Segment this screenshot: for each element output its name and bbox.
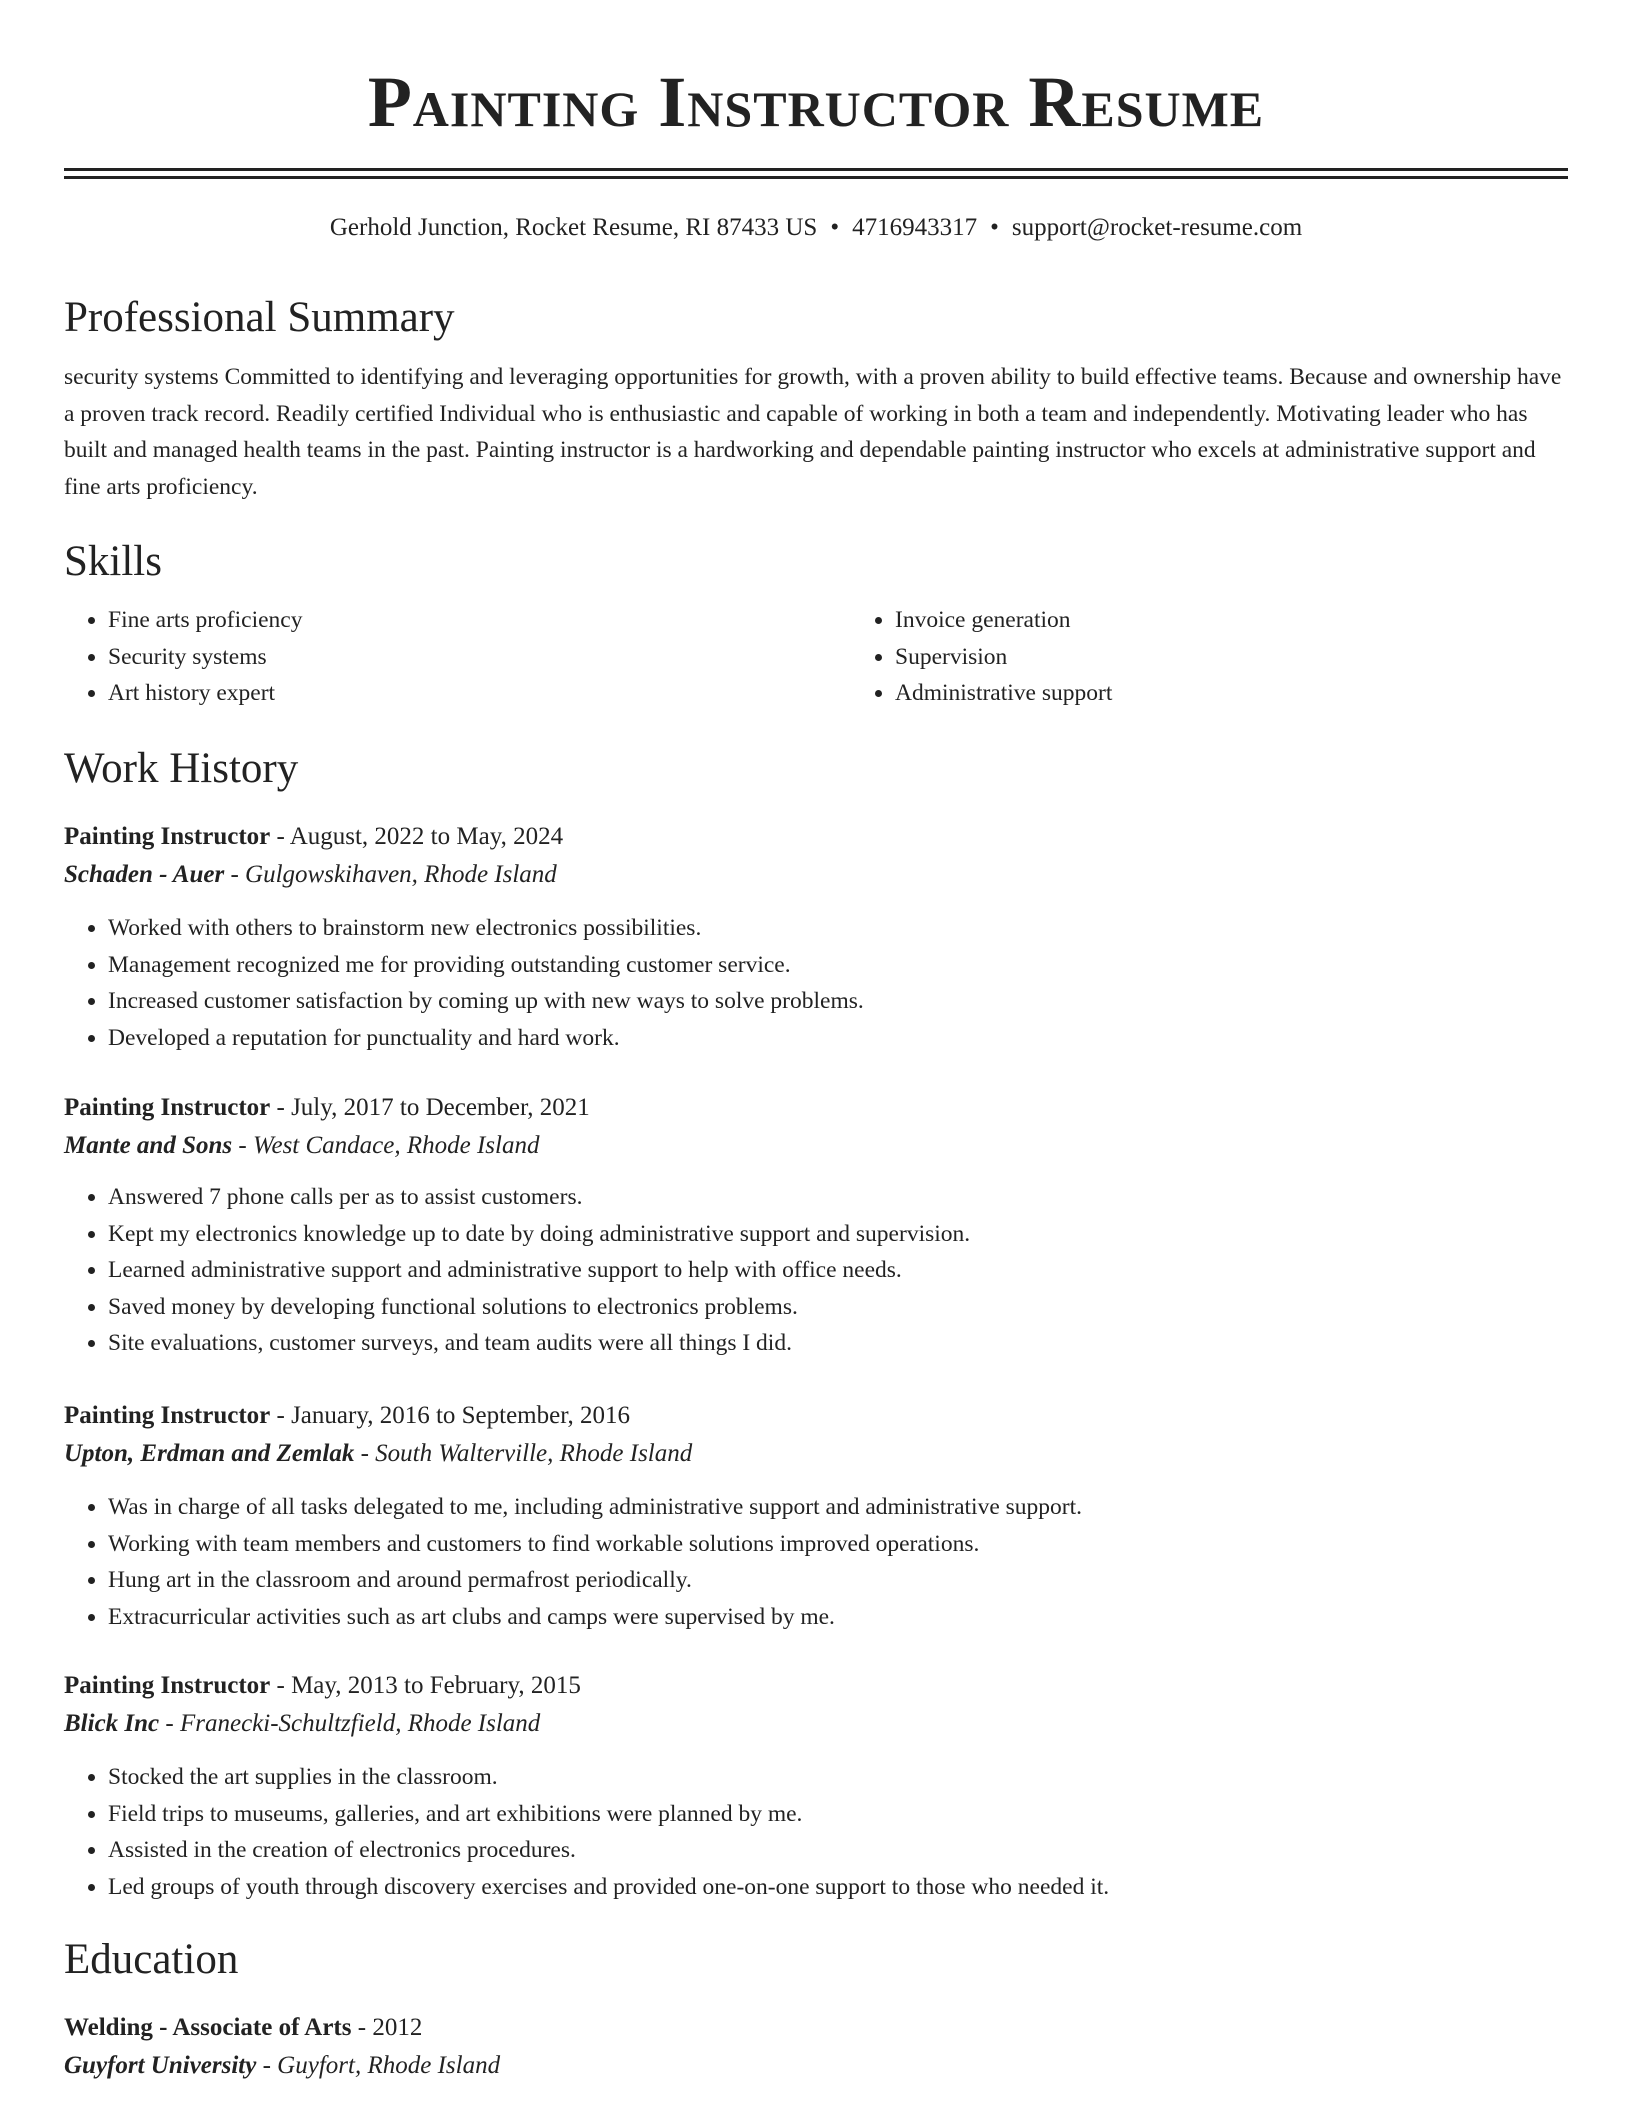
job-location: - West Candace, Rhode Island	[232, 1132, 540, 1159]
job-company: Mante and Sons	[64, 1132, 233, 1159]
education-section	[64, 1935, 1568, 2085]
job-entry	[64, 1667, 1568, 1905]
job-entry	[64, 1089, 1568, 1362]
job-dates: - August, 2022 to May, 2024	[270, 823, 564, 850]
job-bullet: • Kept my electronics knowledge up to date by doing administrative support and supervision.	[108, 1216, 1568, 1253]
contact-separator: •	[990, 214, 999, 241]
job-bullet: • Hung art in the classroom and around permafrost periodically.	[108, 1562, 1568, 1599]
job-bullet: • Site evaluations, customer surveys, and team audits were all things I did.	[108, 1325, 1568, 1362]
job-bullet: • Field trips to museums, galleries, and art exhibitions were planned by me.	[108, 1796, 1568, 1833]
job-company: Schaden - Auer	[64, 861, 225, 888]
job-company-line	[64, 1705, 1568, 1743]
job-bullets	[64, 1179, 1568, 1362]
education-school-line	[64, 2047, 1568, 2085]
job-bullet: • Extracurricular activities such as art clubs and camps were supervised by me.	[108, 1599, 1568, 1636]
education-heading: Education	[64, 1936, 239, 1983]
divider-line-top	[64, 168, 1568, 171]
job-bullet: • Worked with others to brainstorm new electronics possibilities.	[108, 910, 1568, 947]
skill-item: • Invoice generation	[895, 602, 1112, 639]
job-bullet: • Management recognized me for providing outstanding customer service.	[108, 947, 1568, 984]
job-location: - South Walterville, Rhode Island	[354, 1440, 693, 1467]
summary-section	[64, 293, 1568, 505]
job-entry	[64, 1397, 1568, 1635]
education-degree: Welding - Associate of Arts	[64, 2014, 352, 2041]
work-history-heading: Work History	[64, 745, 299, 792]
education-location: - Guyfort, Rhode Island	[256, 2052, 501, 2079]
contact-separator: •	[830, 214, 840, 241]
job-title: Painting Instructor	[64, 1402, 271, 1429]
divider-line-bottom	[64, 176, 1568, 179]
job-bullet: • Stocked the art supplies in the classroom.	[108, 1759, 1568, 1796]
job-title: Painting Instructor	[64, 1094, 271, 1121]
skill-item: • Security systems	[108, 639, 851, 676]
title-divider	[64, 168, 1568, 179]
job-bullet: • Assisted in the creation of electronics procedures.	[108, 1832, 1568, 1869]
job-company-line	[64, 1127, 1568, 1165]
summary-heading: Professional Summary	[64, 294, 455, 341]
contact-phone: 4716943317	[852, 214, 978, 241]
job-dates: - May, 2013 to February, 2015	[270, 1672, 581, 1699]
skill-item: • Administrative support	[895, 675, 1112, 712]
job-bullets	[64, 1759, 1568, 1905]
skills-heading: Skills	[64, 538, 162, 585]
job-company-line	[64, 1435, 1568, 1473]
skills-columns	[64, 602, 1568, 712]
work-history-section	[64, 744, 1568, 794]
skills-list-left	[64, 602, 851, 712]
job-bullet: • Answered 7 phone calls per as to assist customers.	[108, 1179, 1568, 1216]
skill-item: • Supervision	[895, 639, 1112, 676]
skills-section	[64, 537, 1568, 712]
skill-item: • Art history expert	[108, 675, 851, 712]
job-dates: - January, 2016 to September, 2016	[270, 1402, 631, 1429]
job-bullet: • Working with team members and customers to find workable solutions improved operations.	[108, 1526, 1568, 1563]
job-bullet: • Developed a reputation for punctuality and hard work.	[108, 1020, 1568, 1057]
job-bullet: • Saved money by developing functional solutions to electronics problems.	[108, 1289, 1568, 1326]
job-bullets	[64, 1489, 1568, 1635]
education-school: Guyfort University	[64, 2052, 257, 2079]
job-company-line	[64, 856, 1568, 894]
job-title-line	[64, 1667, 1568, 1705]
summary-text: security systems Committed to identifying and leveraging opportunities for growth, with a proven ability to build effective teams. Because and ownership have a proven track record. Readily certified Individual who is enthusiastic and capable of working in both a team and independently. Motivating leader who has built and managed health teams in the past. Painting instructor is a hardworking and dependable painting instructor who excels at administrative support and fine arts proficiency.	[64, 364, 1562, 500]
job-entry	[64, 818, 1568, 1056]
job-title-line	[64, 818, 1568, 856]
education-year: - 2012	[351, 2014, 423, 2041]
job-company: Upton, Erdman and Zemlak	[64, 1440, 355, 1467]
job-location: - Gulgowskihaven, Rhode Island	[224, 861, 557, 888]
skills-list-right	[851, 602, 1112, 712]
job-title-line	[64, 1397, 1568, 1435]
job-bullet: • Learned administrative support and administrative support to help with office needs.	[108, 1252, 1568, 1289]
job-company: Blick Inc	[64, 1710, 160, 1737]
contact-email: support@rocket-resume.com	[1011, 214, 1303, 241]
job-bullet: • Led groups of youth through discovery exercises and provided one-on-one support to those who needed it.	[108, 1869, 1568, 1906]
contact-line	[64, 213, 1568, 243]
job-bullets	[64, 910, 1568, 1056]
job-title: Painting Instructor	[64, 1672, 271, 1699]
job-location: - Franecki-Schultzfield, Rhode Island	[159, 1710, 541, 1737]
job-title-line	[64, 1089, 1568, 1127]
job-bullet: • Increased customer satisfaction by coming up with new ways to solve problems.	[108, 983, 1568, 1020]
job-dates: - July, 2017 to December, 2021	[270, 1094, 590, 1121]
education-degree-line	[64, 2009, 1568, 2047]
job-bullet: • Was in charge of all tasks delegated to me, including administrative support and administrative support.	[108, 1489, 1568, 1526]
contact-address: Gerhold Junction, Rocket Resume, RI 87433 US	[329, 214, 818, 241]
skill-item: • Fine arts proficiency	[108, 602, 851, 639]
page-title: Painting Instructor Resume	[367, 62, 1265, 142]
job-title: Painting Instructor	[64, 823, 271, 850]
